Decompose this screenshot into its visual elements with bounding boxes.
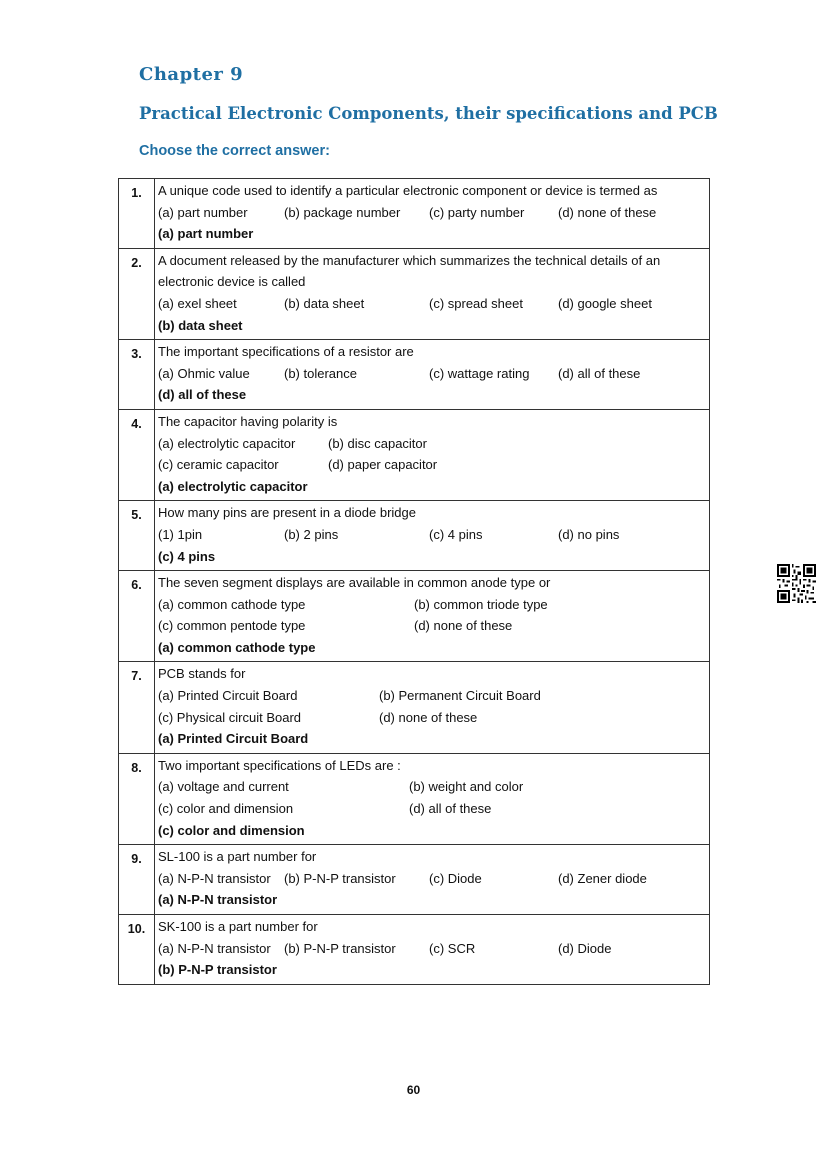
question-number: 6. (119, 571, 155, 662)
option: (c) common pentode type (158, 618, 306, 634)
question-number: 9. (119, 845, 155, 915)
option: (d) all of these (409, 801, 492, 817)
page-number: 60 (406, 1083, 421, 1097)
question-body (155, 409, 710, 500)
option-row (158, 524, 705, 546)
option: (b) Permanent Circuit Board (379, 688, 541, 704)
option: (b) 2 pins (284, 526, 339, 542)
option: (c) wattage rating (429, 365, 530, 381)
question-number: 1. (119, 179, 155, 249)
option-row (158, 798, 705, 820)
question-row (119, 248, 710, 339)
question-text: SK-100 is a part number for (158, 919, 318, 934)
option: (1) 1pin (158, 526, 203, 542)
option: (d) no pins (558, 526, 620, 542)
option-row (158, 685, 705, 707)
answer: (d) all of these (158, 387, 247, 403)
question-number: 2. (119, 248, 155, 339)
question-row (119, 409, 710, 500)
option-row (158, 454, 705, 476)
question-row (119, 179, 710, 249)
option: (a) exel sheet (158, 295, 237, 311)
option: (a) Ohmic value (158, 365, 250, 381)
option: (a) voltage and current (158, 779, 289, 795)
option: (a) electrolytic capacitor (158, 435, 296, 451)
question-row (119, 753, 710, 844)
answer: (c) 4 pins (158, 548, 216, 564)
answer: (b) P-N-P transistor (158, 962, 277, 978)
question-text: SL-100 is a part number for (158, 849, 317, 865)
question-number: 8. (119, 753, 155, 844)
option: (a) N-P-N transistor (158, 940, 271, 956)
option-row (158, 938, 705, 960)
question-row (119, 662, 710, 753)
option: (d) paper capacitor (328, 457, 438, 473)
question-body (155, 753, 710, 844)
question-body (155, 845, 710, 915)
question-text: electronic device is called (158, 274, 306, 290)
option: (c) color and dimension (158, 801, 294, 817)
question-text: A document released by the manufacturer which summarizes the technical details of an (158, 252, 661, 268)
question-body (155, 662, 710, 753)
option: (b) disc capacitor (328, 435, 427, 451)
option: (b) common triode type (414, 596, 548, 612)
option: (b) package number (284, 204, 401, 220)
option: (d) none of these (414, 618, 513, 634)
qr-code-icon (777, 564, 816, 603)
option: (a) common cathode type (158, 596, 306, 612)
question-row (119, 845, 710, 915)
question-text: The capacitor having polarity is (158, 413, 338, 429)
question-text: Two important specifications of LEDs are : (158, 757, 401, 773)
question-row (119, 501, 710, 571)
question-body (155, 179, 710, 249)
option-row (158, 868, 705, 890)
question-number: 10. (119, 915, 155, 985)
question-row (119, 340, 710, 410)
question-body (155, 571, 710, 662)
option: (d) all of these (558, 365, 641, 381)
answer: (b) data sheet (158, 317, 243, 333)
option: (d) none of these (558, 204, 657, 220)
option: (c) ceramic capacitor (158, 457, 279, 473)
option: (c) spread sheet (429, 295, 523, 311)
answer: (a) N-P-N transistor (158, 892, 278, 908)
question-body (155, 915, 710, 985)
option: (a) N-P-N transistor (158, 870, 271, 886)
question-body (155, 340, 710, 410)
question-number: 3. (119, 340, 155, 410)
option: (c) Diode (429, 870, 482, 886)
page-title: Practical Electronic Components, their specifications and PCB (139, 104, 718, 123)
option-row (158, 293, 705, 315)
option: (c) 4 pins (429, 526, 483, 542)
question-text: A unique code used to identify a particular electronic component or device is termed as (158, 183, 658, 198)
question-body (155, 501, 710, 571)
answer: (a) common cathode type (158, 639, 316, 655)
question-number: 4. (119, 409, 155, 500)
instruction-text: Choose the correct answer: (139, 143, 330, 159)
question-row (119, 915, 710, 985)
option-row (158, 363, 705, 385)
answer: (a) Printed Circuit Board (158, 731, 309, 747)
option: (b) tolerance (284, 365, 357, 381)
option: (b) weight and color (409, 779, 524, 795)
answer: (c) color and dimension (158, 822, 305, 838)
option: (d) Zener diode (558, 870, 647, 886)
answer: (a) part number (158, 226, 254, 242)
chapter-heading: Chapter 9 (139, 64, 244, 85)
question-body (155, 248, 710, 339)
option: (b) P-N-P transistor (284, 940, 396, 956)
option-row (158, 776, 705, 798)
option: (b) P-N-P transistor (284, 870, 396, 886)
option-row (158, 594, 705, 616)
question-text: The seven segment displays are available in common anode type or (158, 575, 551, 591)
question-number: 5. (119, 501, 155, 571)
option-row (158, 202, 705, 224)
answer: (a) electrolytic capacitor (158, 478, 308, 494)
question-text: PCB stands for (158, 666, 246, 682)
question-text: How many pins are present in a diode bridge (158, 505, 416, 521)
option: (c) party number (429, 204, 525, 220)
question-number: 7. (119, 662, 155, 753)
question-table (118, 178, 710, 985)
option: (b) data sheet (284, 295, 365, 311)
option: (d) google sheet (558, 295, 652, 311)
question-text: The important specifications of a resistor are (158, 344, 414, 360)
option-row (158, 707, 705, 729)
option-row (158, 615, 705, 637)
option: (a) Printed Circuit Board (158, 688, 298, 704)
option: (c) Physical circuit Board (158, 709, 302, 725)
option: (d) none of these (379, 709, 478, 725)
option-row (158, 433, 705, 455)
option: (d) Diode (558, 940, 612, 956)
question-row (119, 571, 710, 662)
option: (a) part number (158, 204, 248, 220)
option: (c) SCR (429, 940, 476, 956)
